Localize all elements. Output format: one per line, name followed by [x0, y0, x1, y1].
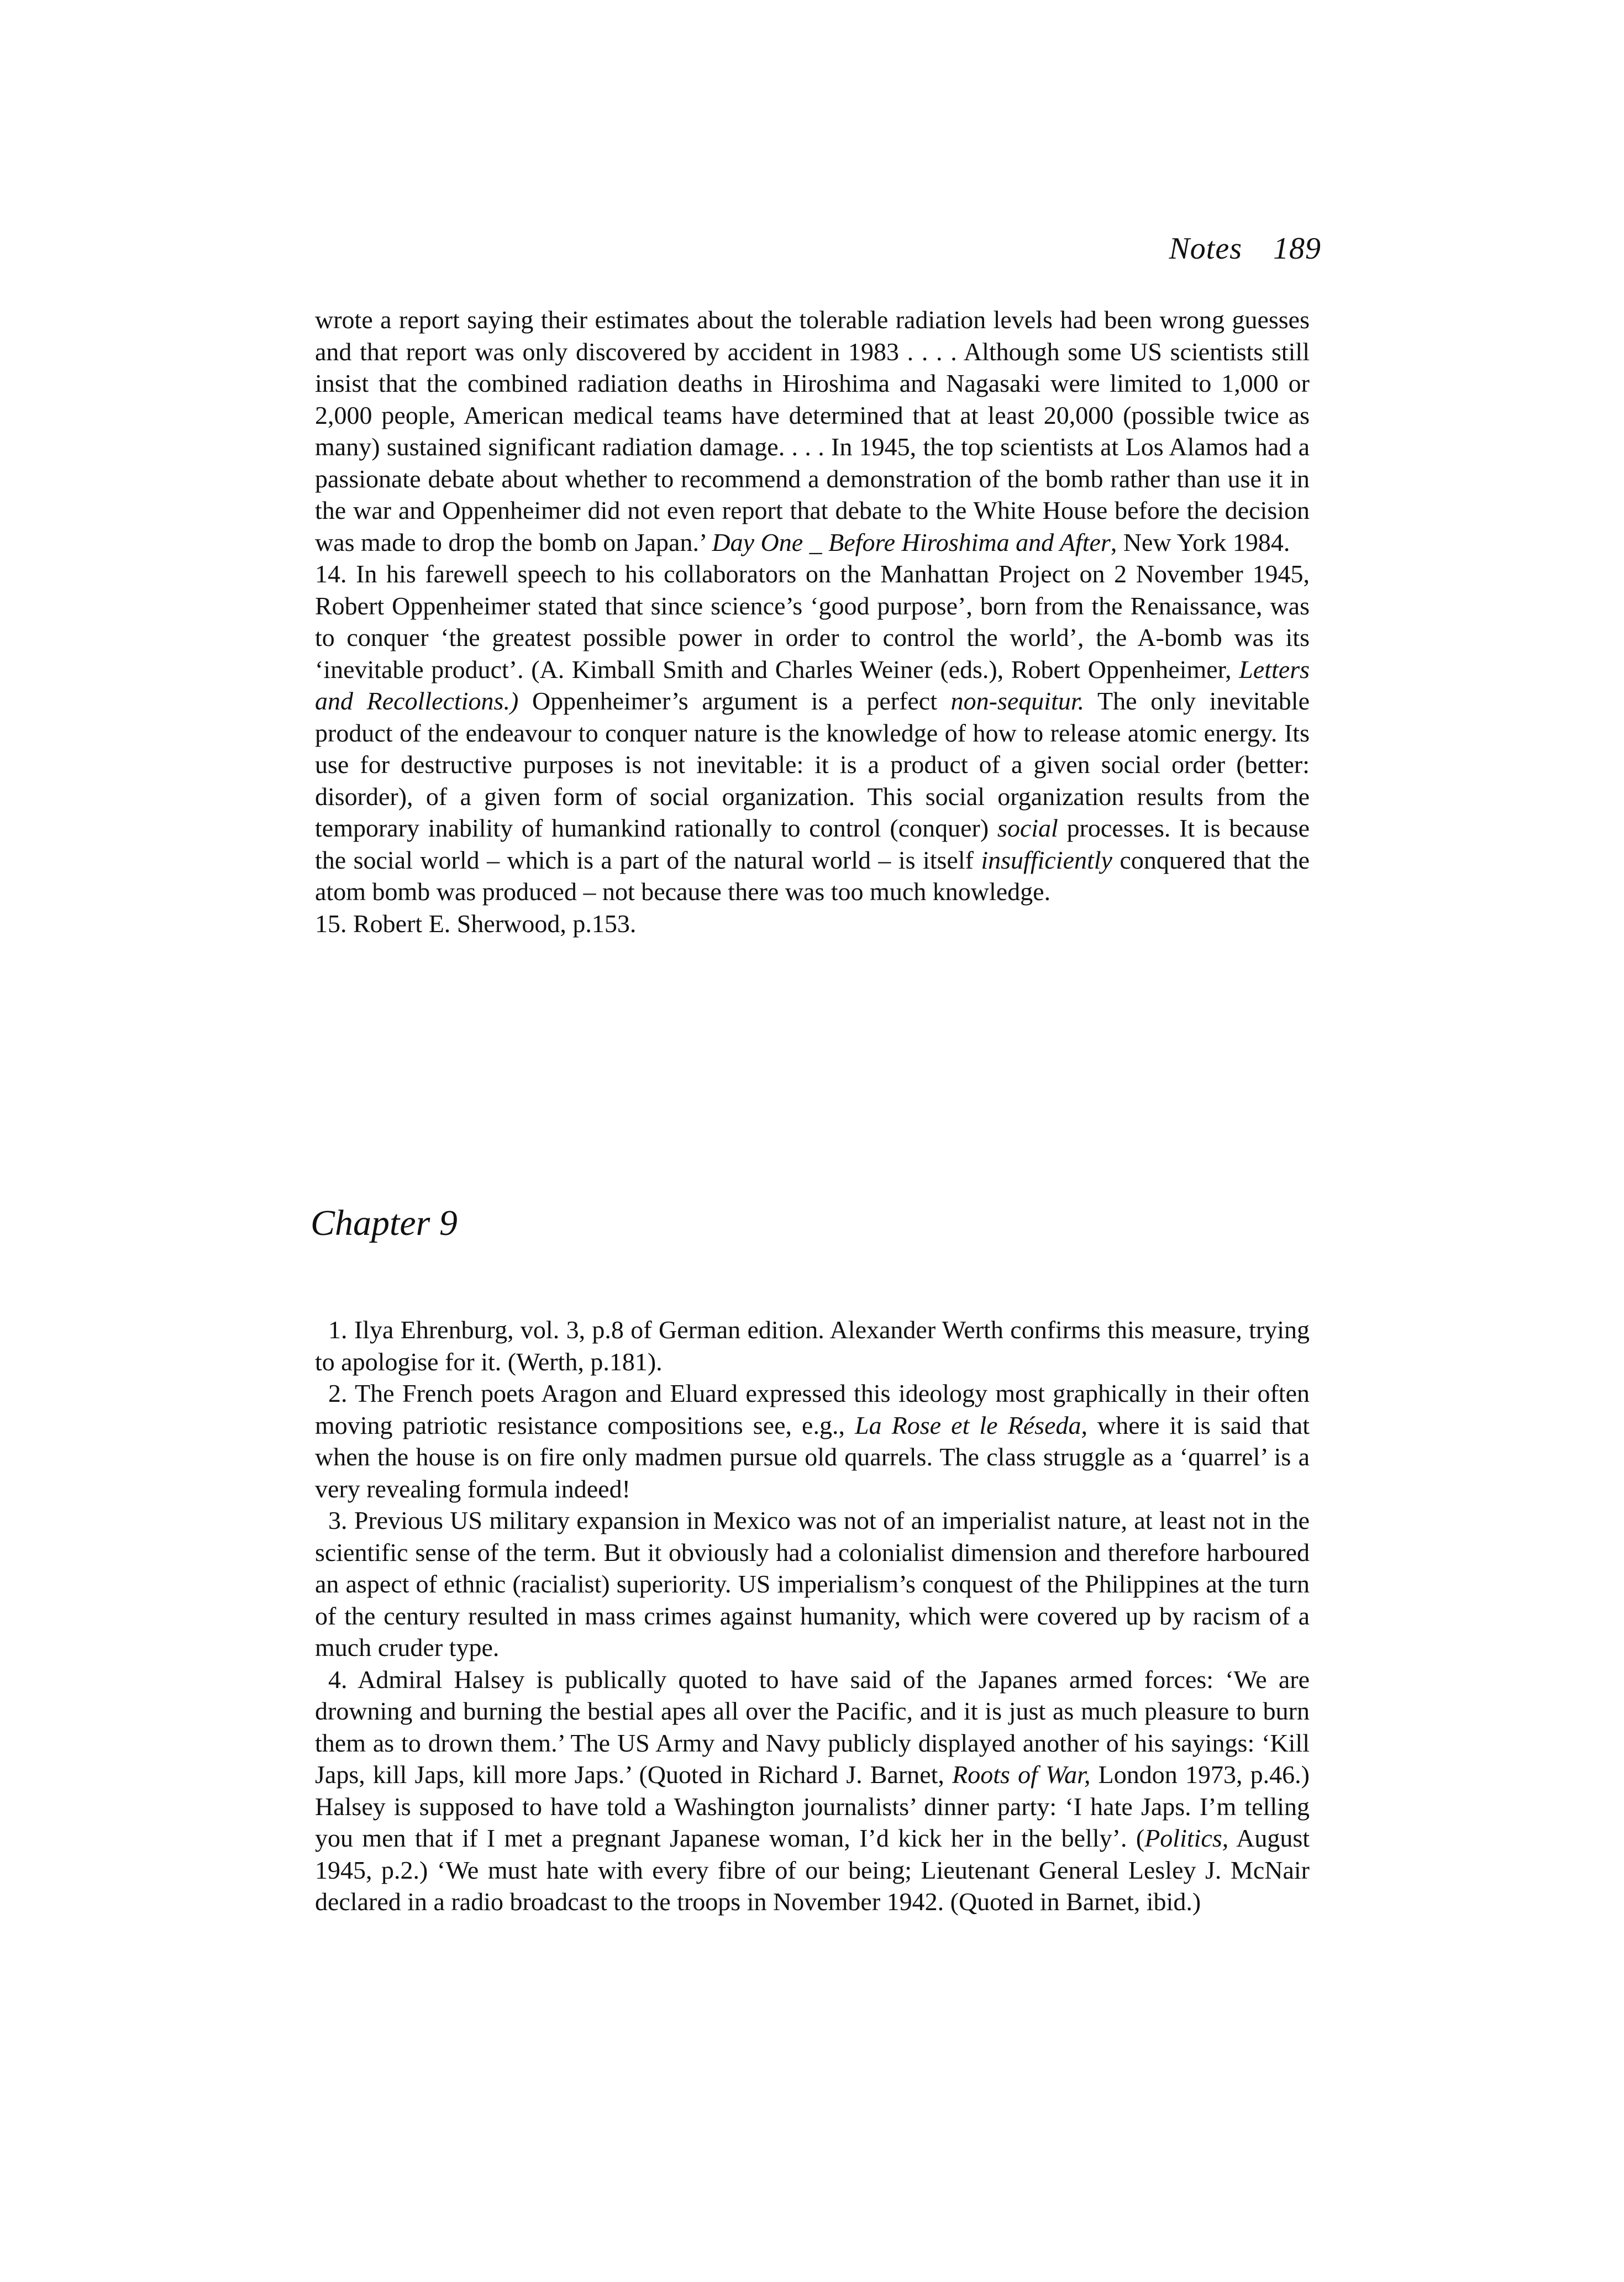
note-1: 1. Ilya Ehrenburg, vol. 3, p.8 of German edition. Alexander Werth confirms this measure, trying to apologise for it. (Werth, p.181).	[315, 1316, 1310, 1376]
running-header	[1169, 231, 1321, 266]
chapter-heading: Chapter 9	[311, 1203, 458, 1243]
page-number: 189	[1273, 232, 1321, 266]
note-3: 3. Previous US military expansion in Mexico was not of an imperialist nature, at least not in the scientific sense of the term. But it obviously had a colonialist dimension and therefore harboured an aspect of ethnic (racialist) superiority. US imperialism’s conquest of the Philippines at the turn of the century resulted in mass crimes against humanity, which were covered up by racism of a much cruder type.	[315, 1506, 1310, 1661]
term-non-sequitur: non-sequitur.	[950, 687, 1085, 715]
note-15: 15. Robert E. Sherwood, p.153.	[315, 909, 637, 938]
notes-continued-block	[315, 304, 1310, 939]
chapter-9-notes-block	[315, 1314, 1310, 1918]
note-2: 2. The French poets Aragon and Eluard expressed this ideology most graphically in their often moving patriotic resistance compositions see, e.g., La Rose et le Réseda, where it is said that when the house is on fire only madmen pursue old quarrels. The class struggle as a ‘quarrel’ is a very revealing formula indeed!	[315, 1379, 1310, 1503]
term-insufficiently: insufficiently	[981, 845, 1112, 874]
note-14: 14. In his farewell speech to his collaborators on the Manhattan Project on 2 November 1945, Robert Oppenheimer stated that since science’s ‘good purpose’, born from the Renaissance, was to conquer ‘the greatest possible power in order to control the world’, the A-bomb was its ‘inevitable product’. (A. Kimball Smith and Charles Weiner (eds.), Robert Oppenheimer, Letters and Recollections.) Oppenheimer’s argument is a perfect non-sequitur. The only inevitable product of the endeavour to conquer nature is the knowledge of how to release atomic energy. Its use for destructive purposes is not inevitable: it is a product of a given social order (better: disorder), of a given form of social organization. This social organization results from the temporary inability of humankind rationally to control (conquer) social processes. It is because the social world – which is a part of the natural world – is itself insufficiently conquered that the atom bomb was produced – not because there was too much knowledge.	[315, 560, 1310, 906]
book-title-letters: Letters and Recollections.)	[315, 655, 1310, 715]
header-section: Notes	[1169, 232, 1242, 266]
term-social: social	[997, 814, 1058, 842]
poem-title-la-rose: La Rose et le Réseda,	[855, 1411, 1087, 1439]
note-4: 4. Admiral Halsey is publically quoted to have said of the Japanes armed forces: ‘We are drowning and burning the bestial apes all over the Pacific, and it is just as much pleasure to burn them as to drown them.’ The US Army and Navy publicly displayed another of his sayings: ‘Kill Japs, kill Japs, kill more Japs.’ (Quoted in Richard J. Barnet, Roots of War, London 1973, p.46.) Halsey is supposed to have told a Washington journalists’ dinner party: ‘I hate Japs. I’m telling you men that if I met a pregnant Japanese woman, I’d kick her in the belly’. (Politics, August 1945, p.2.) ‘We must hate with every fibre of our being; Lieutenant General Lesley J. McNair declared in a radio broadcast to the troops in November 1942. (Quoted in Barnet, ibid.)	[315, 1665, 1310, 1916]
journal-title-politics: Politics,	[1144, 1824, 1229, 1852]
book-title-roots-of-war: Roots of War,	[952, 1760, 1091, 1789]
note-13-continuation: wrote a report saying their estimates about the tolerable radiation levels had been wrong guesses and that report was only discovered by accident in 1983 . . . . Although some US scientists still insist that the combined radiation deaths in Hiroshima and Nagasaki were limited to 1,000 or 2,000 people, American medical teams have determined that at least 20,000 (possible twice as many) sustained significant radiation damage. . . . In 1945, the top scientists at Los Alamos had a passionate debate about whether to recommend a demonstration of the bomb rather than use it in the war and Oppenheimer did not even report that debate to the White House before the decision was made to drop the bomb on Japan.’ Day One _ Before Hiroshima and After, New York 1984.	[315, 306, 1310, 556]
book-title-day-one: Day One _ Before Hiroshima and After	[712, 528, 1111, 556]
